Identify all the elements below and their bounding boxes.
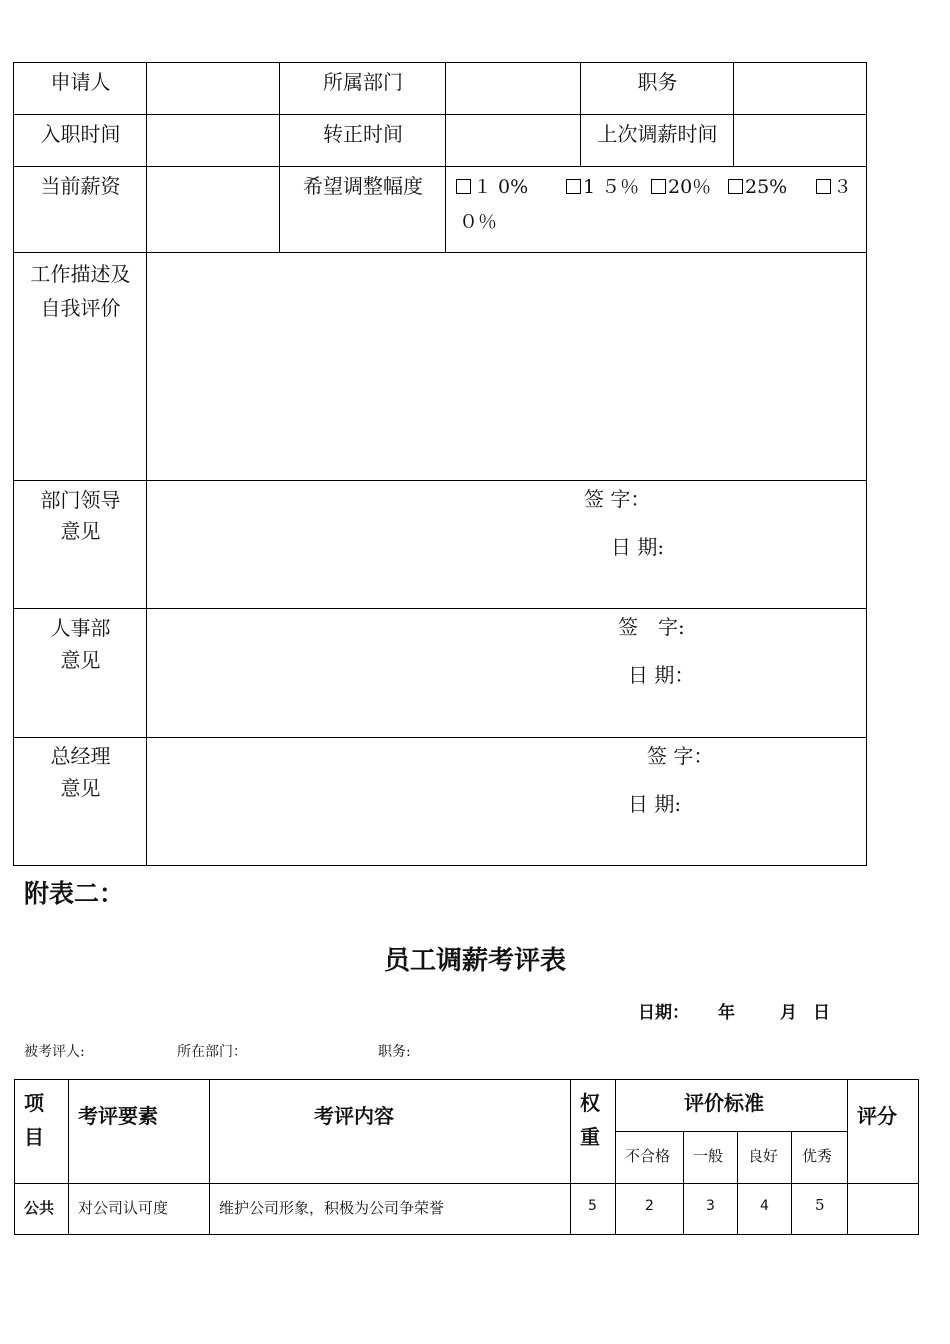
header-standard: 评价标准 <box>684 1091 764 1115</box>
position2-label: 职务: <box>378 1044 411 1060</box>
header-factor: 考评要素 <box>78 1104 158 1128</box>
gm-opinion-field[interactable] <box>148 739 866 865</box>
gm-label-2: 意见 <box>60 776 101 800</box>
position-field[interactable] <box>735 64 866 114</box>
checkbox-icon <box>566 179 581 194</box>
date-day: 日 <box>813 1003 830 1023</box>
header-weight-2: 重 <box>580 1125 600 1149</box>
header-item-1: 项 <box>24 1091 44 1115</box>
date-month: 月 <box>780 1003 797 1023</box>
dept-leader-label-1: 部门领导 <box>40 488 121 512</box>
reviewee-label: 被考评人: <box>24 1044 85 1060</box>
department-label: 所属部门 <box>323 70 403 94</box>
current-salary-field[interactable] <box>148 168 279 252</box>
dept-label: 所在部门： <box>177 1044 247 1060</box>
header-score: 评分 <box>857 1104 897 1128</box>
table-row-level-average: 3 <box>706 1198 715 1214</box>
checkbox-icon <box>651 179 666 194</box>
hr-label-1: 人事部 <box>50 616 111 640</box>
level-good: 良好 <box>748 1147 779 1165</box>
appendix-heading: 附表二： <box>24 879 125 908</box>
level-fail: 不合格 <box>625 1147 671 1165</box>
option-20[interactable]: 20％ <box>651 170 711 204</box>
table-row-level-good: 4 <box>760 1198 769 1214</box>
regular-date-label: 转正时间 <box>323 122 403 146</box>
job-desc-label-1: 工作描述及 <box>30 262 131 286</box>
table-row-score-field[interactable] <box>849 1185 917 1233</box>
level-excellent: 优秀 <box>802 1147 833 1165</box>
dept-leader-opinion-field[interactable] <box>148 482 866 608</box>
applicant-field[interactable] <box>148 64 279 114</box>
gm-date: 日 期: <box>628 792 682 816</box>
option-15[interactable]: 1 ５％ <box>566 170 639 204</box>
option-25[interactable]: 25% <box>728 170 787 204</box>
current-salary-label: 当前薪资 <box>40 174 121 198</box>
dept-leader-label-2: 意见 <box>60 519 101 543</box>
hr-sign: 签 字: <box>618 615 685 639</box>
date-year: 年 <box>718 1003 735 1023</box>
table-row-level-fail: 2 <box>645 1198 654 1214</box>
table-row-factor: 对公司认可度 <box>78 1199 169 1217</box>
option-30[interactable]: ３ <box>816 170 852 204</box>
header-weight-1: 权 <box>580 1091 600 1115</box>
checkbox-icon <box>456 179 471 194</box>
expected-raise-label: 希望调整幅度 <box>303 174 423 198</box>
department-field[interactable] <box>447 64 580 114</box>
eval-title: 员工调薪考评表 <box>383 946 566 976</box>
last-raise-field[interactable] <box>735 116 866 166</box>
checkbox-icon <box>728 179 743 194</box>
dept-leader-date: 日 期: <box>611 535 665 559</box>
job-desc-label-2: 自我评价 <box>40 296 121 320</box>
job-desc-field[interactable] <box>148 254 866 480</box>
last-raise-label: 上次调薪时间 <box>597 122 718 146</box>
header-content: 考评内容 <box>314 1104 394 1128</box>
hire-date-field[interactable] <box>148 116 279 166</box>
checkbox-icon <box>816 179 831 194</box>
table-row-item: 公共 <box>24 1199 55 1217</box>
position-label: 职务 <box>637 70 678 94</box>
gm-sign: 签 字： <box>647 744 714 768</box>
hr-opinion-field[interactable] <box>148 610 866 736</box>
hr-label-2: 意见 <box>60 648 101 672</box>
table-row-level-excellent: 5 <box>815 1196 825 1214</box>
level-average: 一般 <box>693 1147 724 1165</box>
option-30-wrap: ０％ <box>459 211 498 233</box>
hire-date-label: 入职时间 <box>40 122 121 146</box>
date-label: 日期： <box>638 1003 689 1023</box>
header-item-2: 目 <box>24 1125 44 1149</box>
regular-date-field[interactable] <box>447 116 580 166</box>
table-row-weight: 5 <box>588 1198 597 1214</box>
table-row-content: 维护公司形象，积极为公司争荣誉 <box>219 1199 445 1217</box>
dept-leader-sign: 签 字： <box>584 487 651 511</box>
applicant-label: 申请人 <box>50 70 111 94</box>
gm-label-1: 总经理 <box>50 744 111 768</box>
hr-date: 日 期： <box>628 663 695 687</box>
option-10[interactable]: １ 0% <box>456 170 528 204</box>
